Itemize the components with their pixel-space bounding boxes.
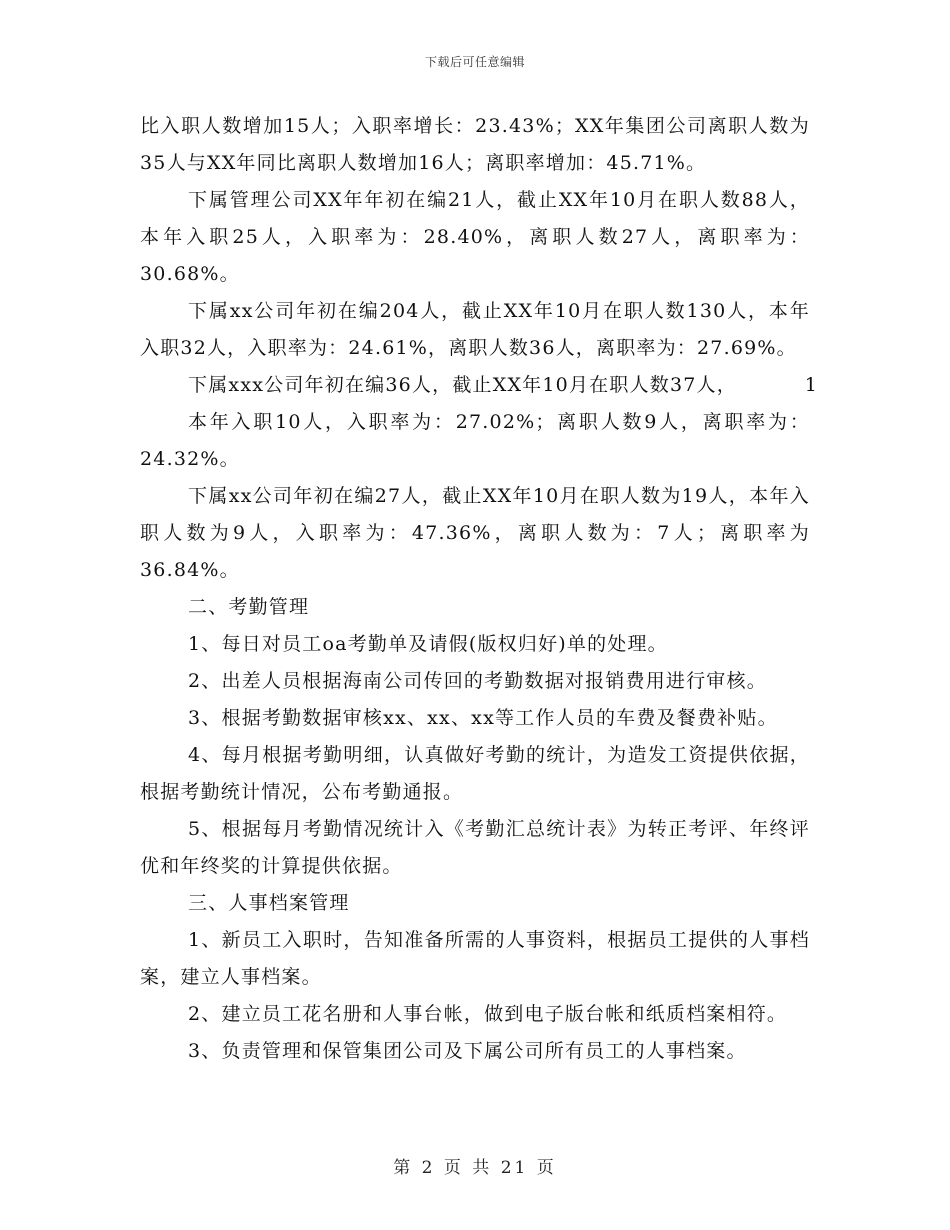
section-heading: 三、人事档案管理 — [188, 892, 350, 914]
paragraph: 比入职人数增加15人；入职率增长：23.43%；XX年集团公司离职人数为35人与XX年同比离职人数增加16人；离职率增加：45.71%。 — [140, 115, 810, 174]
list-item: 1、新员工入职时，告知准备所需的人事资料，根据员工提供的人事档案，建立人事档案。 — [140, 929, 810, 988]
list-item: 3、负责管理和保管集团公司及下属公司所有员工的人事档案。 — [188, 1040, 747, 1062]
paragraph — [140, 367, 818, 404]
paragraph: 本年入职10人，入职率为：27.02%；离职人数9人，离职率为：24.32%。 — [140, 411, 810, 470]
list-item: 2、建立员工花名册和人事台帐，做到电子版台帐和纸质档案相符。 — [188, 1003, 788, 1025]
list-item: 1、每日对员工oa考勤单及请假(版权归好)单的处理。 — [188, 633, 668, 655]
list-item: 2、出差人员根据海南公司传回的考勤数据对报销费用进行审核。 — [188, 670, 767, 692]
page-header: 下载后可任意编辑 — [424, 55, 525, 69]
document-body — [140, 108, 818, 1070]
page-footer: 第 2 页 共 21 页 — [393, 1158, 557, 1178]
section-heading: 二、考勤管理 — [188, 596, 310, 618]
list-item: 3、根据考勤数据审核xx、xx、xx等工作人员的车费及餐费补贴。 — [188, 707, 778, 729]
paragraph-text: 下属xxx公司年初在编36人，截止XX年10月在职人数37人， — [188, 374, 737, 396]
paragraph: 下属xx公司年初在编204人，截止XX年10月在职人数130人，本年入职32人，入职率为：24.61%，离职人数36人，离职率为：27.69%。 — [140, 300, 810, 359]
side-number: 1 — [804, 374, 818, 396]
paragraph: 下属xx公司年初在编27人，截止XX年10月在职人数为19人，本年入职人数为9人，入职率为：47.36%，离职人数为：7人；离职率为36.84%。 — [140, 485, 810, 581]
list-item: 5、根据每月考勤情况统计入《考勤汇总统计表》为转正考评、年终评优和年终奖的计算提供依据。 — [140, 818, 810, 877]
list-item: 4、每月根据考勤明细，认真做好考勤的统计，为造发工资提供依据，根据考勤统计情况，公布考勤通报。 — [140, 744, 810, 803]
paragraph: 下属管理公司XX年年初在编21人，截止XX年10月在职人数88人，本年入职25人，入职率为：28.40%，离职人数27人，离职率为：30.68%。 — [140, 189, 810, 285]
